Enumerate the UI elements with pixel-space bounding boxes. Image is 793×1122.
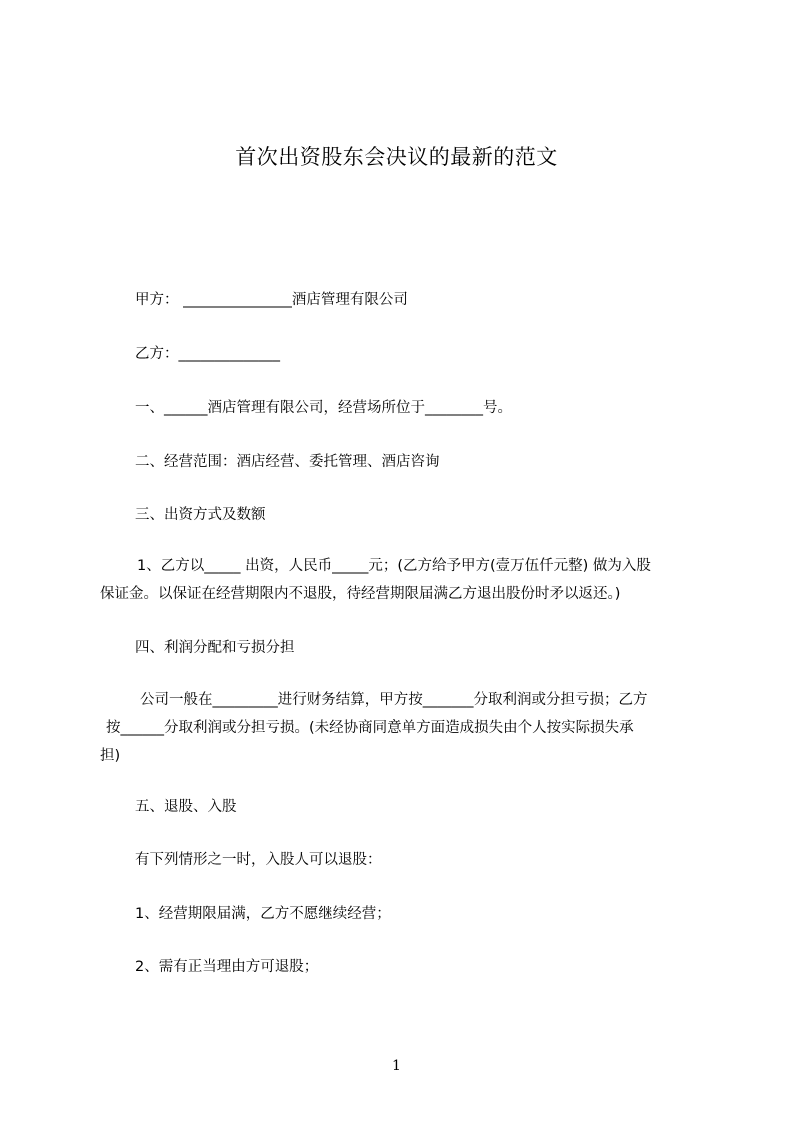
section-4-line-3: 担) [100,748,121,764]
section-1-business-premises: 一、______酒店管理有限公司，经营场所位于________号。 [135,400,512,416]
page-number: 1 [392,1058,401,1074]
section-3-item-1-line-2: 保证金。以保证在经营期限内不退股，待经营期限届满乙方退出股份时矛以返还。) [100,586,621,602]
section-4-line-1: 公司一般在_________进行财务结算，甲方按_______分取利润或分担亏损；乙方 [140,692,648,708]
section-5-item-2: 2、需有正当理由方可退股； [135,959,319,975]
section-3-item-1-paragraph [100,552,704,608]
document-title: 首次出资股东会决议的最新的范文 [235,145,558,169]
party-b-line: 乙方：______________ [135,346,280,362]
section-4-heading: 四、利润分配和亏损分担 [135,640,295,656]
section-5-intro: 有下列情形之一时，入股人可以退股： [135,852,382,868]
section-5-heading: 五、退股、入股 [135,799,237,815]
section-4-line-2: 按______分取利润或分担亏损。(未经协商同意单方面造成损失由个人按实际损失承 [106,720,634,736]
party-a-line: 甲方： _______________酒店管理有限公司 [135,292,408,308]
section-3-item-1-line-1: 1、乙方以_____ 出资，人民币_____元；(乙方给予甲方(壹万伍仟元整) 做为入股 [137,558,651,574]
section-2-business-scope: 二、经营范围：酒店经营、委托管理、酒店咨询 [135,454,440,470]
section-3-heading: 三、出资方式及数额 [135,507,266,523]
section-4-paragraph [100,686,704,770]
section-5-item-1: 1、经营期限届满，乙方不愿继续经营； [135,906,391,922]
